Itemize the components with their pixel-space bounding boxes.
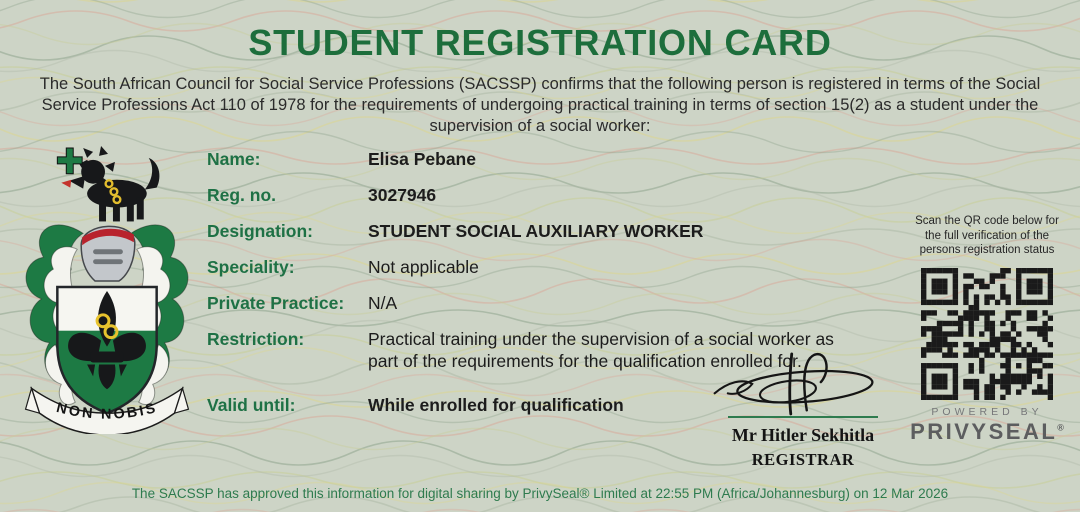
field-value: N/A — [368, 293, 398, 313]
registrar-signature — [709, 350, 897, 416]
field-label: Reg. no. — [207, 185, 277, 205]
field-value: While enrolled for qualification — [368, 395, 624, 415]
registrar-block — [698, 350, 908, 470]
crest-motto: NON NOBIS — [54, 400, 160, 423]
field-label: Restriction: — [207, 329, 305, 349]
field-value: STUDENT SOCIAL AUXILIARY WORKER — [368, 221, 704, 241]
field-label: Designation: — [207, 221, 313, 241]
field-row — [207, 292, 877, 314]
registrar-name: Mr Hitler Sekhitla — [731, 425, 875, 445]
privyseal-logo — [906, 419, 1068, 445]
qr-instruction: Scan the QR code below for the full verification of the persons registration status — [915, 215, 1059, 257]
field-label: Valid until: — [207, 395, 296, 415]
privyseal-wordmark: PRIVYSEAL — [910, 419, 1058, 445]
powered-by-label: POWERED BY — [931, 406, 1043, 419]
field-label: Speciality: — [207, 257, 295, 277]
field-row — [207, 220, 877, 242]
field-label: Name: — [207, 149, 261, 169]
sacssp-crest — [16, 140, 198, 434]
field-value: Practical training under the supervision of a social worker as part of the requirements for the qualification enrolled for. — [368, 329, 834, 371]
field-value: 3027946 — [368, 185, 437, 205]
field-row — [207, 184, 877, 206]
field-row — [207, 256, 877, 278]
helmet — [81, 226, 135, 281]
intro-text: The South African Council for Social Service Professions (SACSSP) confirms that the following person is registered in terms of the Social Service Professions Act 110 of 1978 for the requirements of undergoing practical training in terms of section 15(2) as a student under the supervision of a social worker: — [39, 75, 1041, 136]
coat-of-arms — [16, 140, 198, 434]
footer-disclaimer: The SACSSP has approved this information for digital sharing by PrivySeal® Limited at 22:55 PM (Africa/Johannesburg) on 12 Mar 2026 — [131, 486, 949, 501]
registrar-title: REGISTRAR — [751, 450, 855, 469]
field-label: Private Practice: — [207, 293, 345, 313]
qr-panel — [906, 214, 1068, 445]
field-value: Not applicable — [368, 257, 479, 277]
registered-mark: ® — [1057, 422, 1064, 433]
signature-line — [728, 416, 878, 418]
page-title: STUDENT REGISTRATION CARD — [248, 22, 832, 63]
field-value: Elisa Pebane — [368, 149, 476, 169]
qr-code — [921, 268, 1053, 400]
field-row — [207, 148, 877, 170]
lion-crest — [57, 146, 159, 221]
